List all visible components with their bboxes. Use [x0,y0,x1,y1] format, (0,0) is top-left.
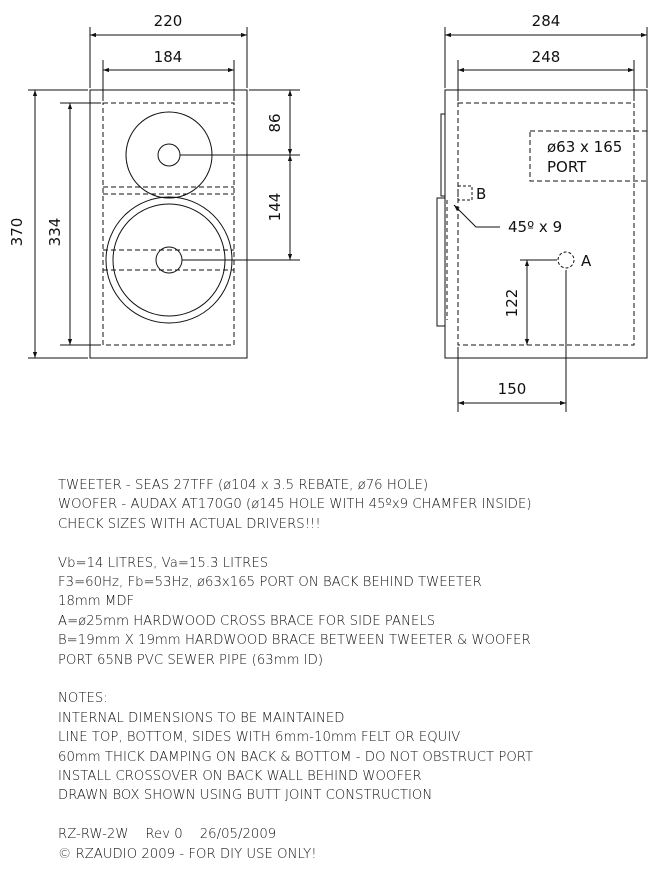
note-line: 18mm MDF [58,594,135,610]
dim-tweeter-to-woofer-label: 144 [266,192,284,222]
brace-b-label: B [476,185,487,203]
note-line: CHECK SIZES WITH ACTUAL DRIVERS!!! [58,516,321,532]
dim-inner-width-label: 184 [153,48,183,66]
front-box-inner [103,103,234,345]
tweeter-flange [441,114,445,196]
front-box-outline [90,90,247,358]
dim-a-height-label: 122 [503,288,521,318]
note-line: TWEETER - SEAS 27TFF (ø104 x 3.5 REBATE, ø76 HOLE) [58,478,429,493]
note-line: A=ø25mm HARDWOOD CROSS BRACE FOR SIDE PANELS [58,613,436,629]
dim-a-from-back-label: 150 [497,380,527,398]
note-line: INTERNAL DIMENSIONS TO BE MAINTAINED [58,710,345,726]
note-line: B=19mm X 19mm HARDWOOD BRACE BETWEEN TWEETER & WOOFER [58,633,531,649]
revision-line: RZ-RW-2W Rev 0 26/05/2009 [58,827,277,843]
tweeter-hole [158,144,180,166]
woofer-hole [156,247,182,273]
brace-a-label: A [581,252,592,270]
note-line: PORT 65NB PVC SEWER PIPE (63mm ID) [58,652,324,668]
note-line: WOOFER - AUDAX AT170G0 (ø145 HOLE WITH 45ºx9 CHAMFER INSIDE) [58,497,532,513]
brace-b-outline [458,186,472,200]
woofer-flange [437,198,445,326]
brace-a-circle [558,252,574,268]
front-view [28,27,300,358]
port-label: ø63 x 165 [547,138,623,156]
note-line: 60mm THICK DAMPING ON BACK & BOTTOM - DO NOT OBSTRUCT PORT [58,749,534,765]
note-line: INSTALL CROSSOVER ON BACK WALL BEHIND WOOFER [58,769,422,785]
chamfer-leader [454,205,500,227]
note-line: DRAWN BOX SHOWN USING BUTT JOINT CONSTRUCTION [58,788,433,804]
note-line: LINE TOP, BOTTOM, SIDES WITH 6mm-10mm FELT OR EQUIV [58,730,461,746]
port-label-2: PORT [547,158,587,176]
dim-outer-height-label: 370 [8,217,26,247]
note-line: F3=60Hz, Fb=53Hz, ø63x165 PORT ON BACK BEHIND TWEETER [58,575,482,591]
notes-block [58,476,658,864]
dim-inner-depth-label: 248 [531,48,561,66]
dim-tweeter-from-top-label: 86 [266,113,284,133]
chamfer-label: 45º x 9 [508,218,563,236]
note-line: Vb=14 LITRES, Va=15.3 LITRES [58,555,269,571]
dim-inner-height-label: 334 [46,217,64,247]
dim-outer-width-label: 220 [153,12,183,30]
dim-outer-depth-label: 284 [531,12,561,30]
copyright-line: © RZAUDIO 2009 - FOR DIY USE ONLY! [58,846,317,862]
notes-heading: NOTES: [58,691,108,707]
